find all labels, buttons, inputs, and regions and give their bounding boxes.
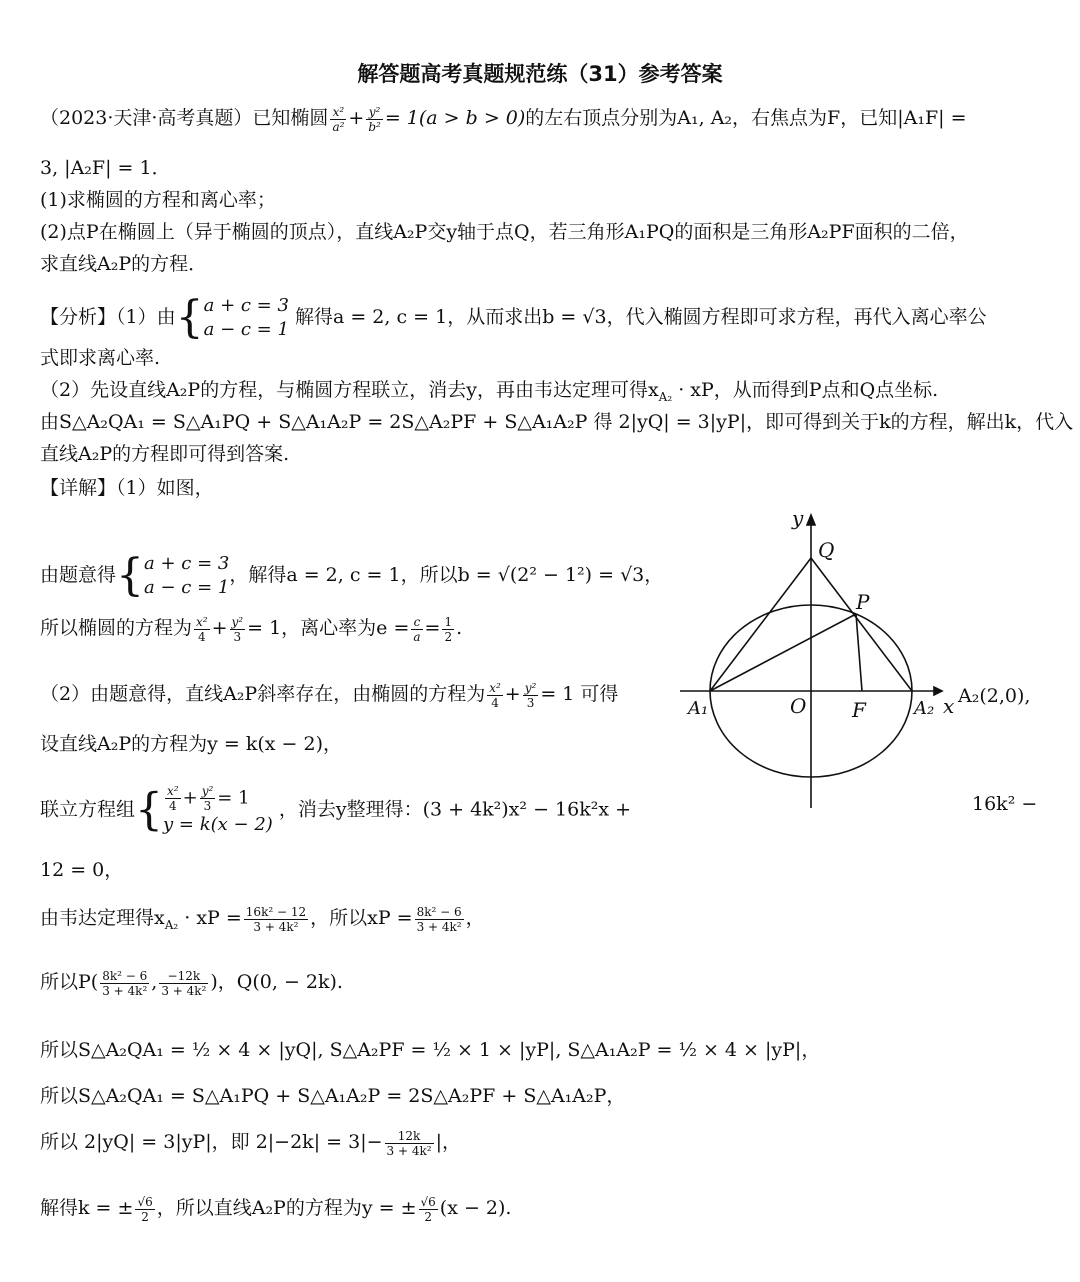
question-2-cont: 求直线A₂P的方程．	[40, 253, 208, 275]
detail-label: 【详解】	[40, 477, 117, 499]
equation-system-3: $\frac{\text{x²}}{4}$ + $\frac{\text{y²}}{3}$ = 1 y = k(x − 2)	[163, 784, 273, 835]
equation-system-2: a + c = 3 a − c = 1	[144, 553, 230, 598]
label-O: O	[790, 694, 807, 718]
frac-y2-b2: $\frac{\text{y²}}{\text{b²}}$	[368, 104, 381, 134]
question-2: (2)点P在椭圆上（异于椭圆的顶点），直线A₂P交y轴于点Q，若三角形A₁PQ的面积是三角形A₂PF面积的二倍，	[40, 221, 969, 243]
detail-line-3: （2）由题意得，直线A₂P斜率存在，由椭圆的方程为 $\frac{\text{x²}}{4}$ + $\frac{\text{y²}}{3}$ = 1 可得	[40, 680, 619, 710]
label-y: y	[792, 506, 804, 530]
label-P: P	[856, 590, 870, 614]
frac-xp: $\frac{\text{8k² − 6}}{\text{3 + 4k²}}$	[416, 904, 462, 934]
analysis-line-3: （2）先设直线A₂P的方程，与椭圆方程联立，消去y，再由韦达定理可得$x_{A_2}$ · xP，从而得到P点和Q点坐标.	[40, 379, 939, 404]
detail-head: 【详解】（1）如图，	[40, 477, 214, 499]
question-1: (1)求椭圆的方程和离心率；	[40, 189, 276, 211]
frac-1-2: $\frac{1}{2}$	[444, 614, 453, 644]
line-PF	[856, 614, 862, 691]
problem-intro: （2023·天津·高考真题）已知椭圆	[40, 107, 329, 129]
analysis-line-5: 直线A₂P的方程即可得到答案.	[40, 443, 290, 465]
frac-x2-4b: $\frac{\text{x²}}{4}$	[489, 680, 501, 710]
detail-line-1: 由题意得{a + c = 3 a − c = 1，解得a = 2, c = 1，所以b = √(2² − 1²) = √3，	[40, 550, 664, 601]
x-axis-arrow	[934, 687, 942, 695]
frac-vieta: $\frac{\text{16k² − 12}}{\text{3 + 4k²}}$	[245, 904, 307, 934]
problem-line-2: 3, |A₂F| = 1．	[40, 157, 171, 179]
frac-x2-4: $\frac{\text{x²}}{4}$	[196, 614, 208, 644]
detail-line-6: 12 = 0，	[40, 859, 124, 881]
frac-x2-a2: $\frac{\text{x²}}{\text{a²}}$	[332, 104, 345, 134]
line-A1Q	[710, 558, 811, 691]
detail-line-12: 解得k = ± $\frac{√6}{2}$ ，所以直线A₂P的方程为y = ± $\frac{√6}{2}$ (x − 2).	[40, 1194, 512, 1224]
detail-line-9: 所以S△A₂QA₁ = ½ × 4 × |yQ|, S△A₂PF = ½ × 1 × |yP|, S△A₁A₂P = ½ × 4 × |yP|，	[40, 1039, 821, 1061]
frac-c-a: $\frac{c}{a}$	[413, 614, 421, 644]
equation-system-1: a + c = 3 a − c = 1	[203, 295, 289, 340]
detail-line-10: 所以S△A₂QA₁ = S△A₁PQ + S△A₁A₂P = 2S△A₂PF + S△A₁A₂P，	[40, 1085, 626, 1107]
label-Q: Q	[818, 538, 835, 562]
detail-line-4: 设直线A₂P的方程为y = k(x − 2)，	[40, 733, 342, 755]
detail-line-5-tail: 16k² −	[972, 793, 1038, 815]
analysis-line-4: 由S△A₂QA₁ = S△A₁PQ + S△A₁A₂P = 2S△A₂PF + S△A₁A₂P 得 2|yQ| = 3|yP|，即可得到关于k的方程，解出k，代入	[40, 411, 1074, 433]
page-title: 解答题高考真题规范练（31）参考答案	[357, 62, 723, 86]
detail-line-7: 由韦达定理得$x_{A_2}$ · xP = $\frac{\text{16k² − 12}}{\text{3 + 4k²}}$ ，所以xP = $\frac{\text{8k² − 6}}{\text{3 + 4k²}}$ ，	[40, 904, 485, 934]
ellipse-figure	[670, 505, 1070, 815]
detail-line-2: 所以椭圆的方程为 $\frac{\text{x²}}{4}$ + $\frac{\text{y²}}{3}$ = 1，离心率为e = $\frac{c}{a}$ = $\frac{1}{2}$ .	[40, 614, 463, 644]
problem-line-1: （2023·天津·高考真题）已知椭圆 $\frac{\text{x²}}{\text{a²}}$ + $\frac{\text{y²}}{\text{b²}}$ = 1(a > b > 0)的左右顶点分别为A₁, A₂，右焦点为F，已知|A₁F| =	[40, 104, 967, 134]
y-axis-arrow	[807, 515, 815, 525]
analysis-line-1: 【分析】（1）由{a + c = 3 a − c = 1 解得a = 2, c = 1，从而求出b = √3，代入椭圆方程即可求方程，再代入离心率公	[40, 292, 987, 343]
frac-y2-3: $\frac{\text{y²}}{3}$	[231, 614, 244, 644]
line-QA2	[811, 558, 912, 691]
line-A1P	[710, 614, 856, 691]
label-A1: A₁	[688, 698, 709, 719]
label-A2-coord: A₂(2,0),	[958, 685, 1031, 707]
label-x: x	[943, 694, 955, 718]
analysis-line-2: 式即求离心率.	[40, 347, 161, 369]
detail-line-11: 所以 2|yQ| = 3|yP|，即 2|−2k| = 3|− $\frac{12k}{\text{3 + 4k²}}$ |，	[40, 1128, 461, 1158]
frac-y2-3b: $\frac{\text{y²}}{3}$	[524, 680, 537, 710]
detail-line-5: 联立方程组{ $\frac{\text{x²}}{4}$ + $\frac{\text{y²}}{3}$ = 1 y = k(x − 2) ，消去y整理得：(3 + 4k²)x² − 16k²x +	[40, 784, 632, 836]
label-A2: A₂	[914, 698, 935, 719]
detail-line-8: 所以P( $\frac{\text{8k² − 6}}{\text{3 + 4k²}}$ , $\frac{-12k}{\text{3 + 4k²}}$ )，Q(0, − 2k).	[40, 968, 343, 998]
label-F: F	[852, 698, 866, 722]
analysis-label: 【分析】	[40, 306, 117, 328]
